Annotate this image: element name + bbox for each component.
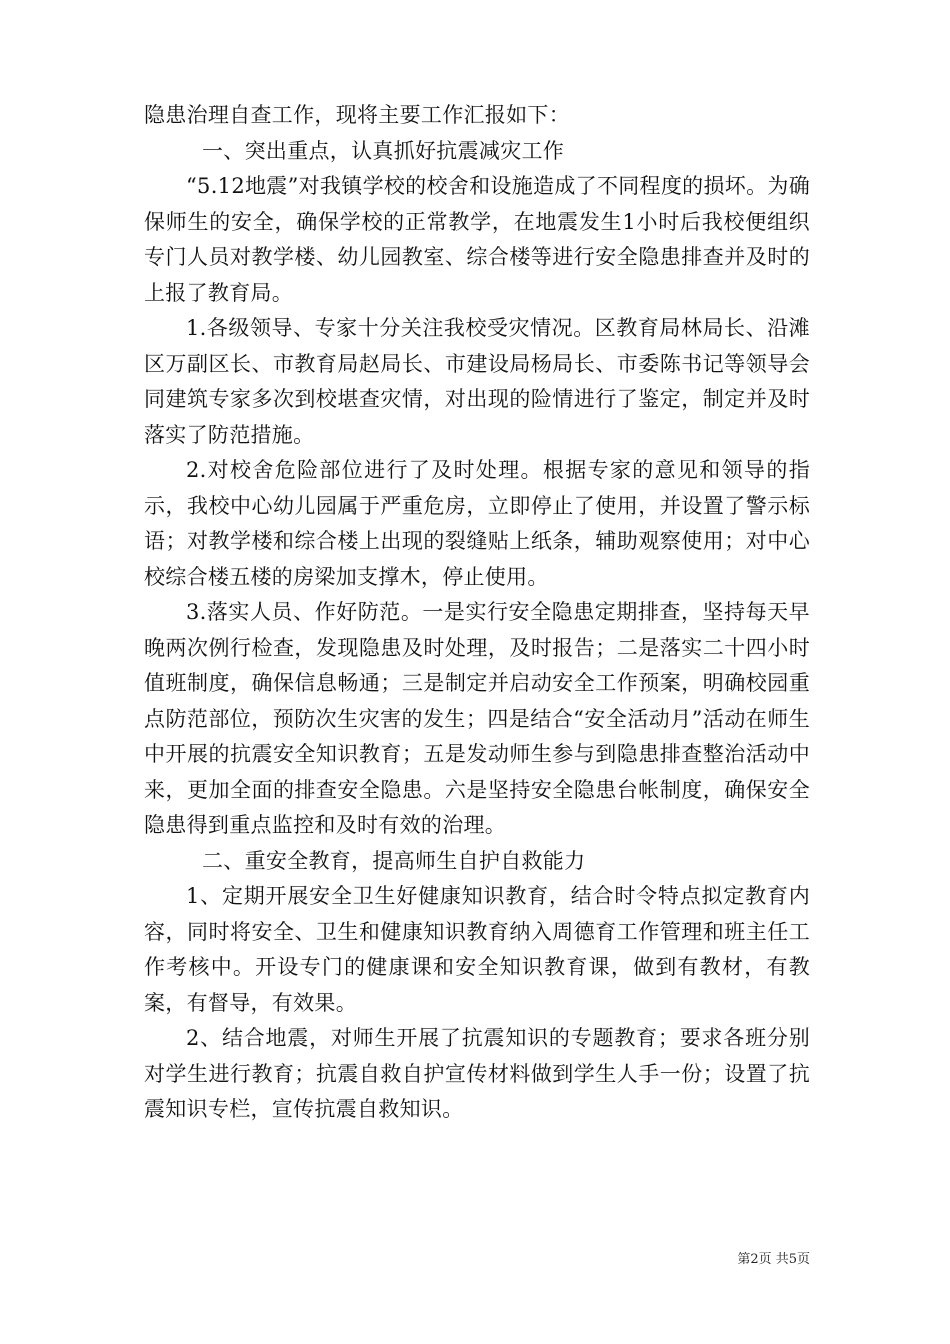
section-heading-1: 一、突出重点，认真抓好抗震减灾工作 <box>202 138 565 163</box>
page-number: 第2页 共5页 <box>737 1252 810 1267</box>
paragraph-item-3: 3.落实人员、作好防范。一是实行安全隐患定期排查，坚持每天早晚两次例行检查，发现隐患及时处理，及时报告；二是落实二十四小时值班制度，确保信息畅通；三是制定并启动安全工作预案，明确校园重点防范部位，预防次生灾害的发生；四是结合“安全活动月”活动在师生中开展的抗震安全知识教育；五是发动师生参与到隐患排查整治活动中来，更加全面的排查安全隐患。六是坚持安全隐患台帐制度，确保安全隐患得到重点监控和及时有效的治理。 <box>144 600 810 837</box>
section-heading-2: 二、重安全教育，提高师生自护自救能力 <box>202 848 586 873</box>
paragraph-item-2: 2.对校舍危险部位进行了及时处理。根据专家的意见和领导的指示，我校中心幼儿园属于严重危房，立即停止了使用，并设置了警示标语；对教学楼和综合楼上出现的裂缝贴上纸条，辅助观察使用；对中心校综合楼五楼的房梁加支撑木，停止使用。 <box>144 458 810 589</box>
paragraph-education-1: 1、定期开展安全卫生好健康知识教育，结合时令特点拟定教育内容，同时将安全、卫生和健康知识教育纳入周德育工作管理和班主任工作考核中。开设专门的健康课和安全知识教育课，做到有教材，有教案，有督导，有效果。 <box>144 884 810 1015</box>
paragraph-earthquake: “5.12地震”对我镇学校的校舍和设施造成了不同程度的损坏。为确保师生的安全，确保学校的正常教学，在地震发生1小时后我校便组织专门人员对教学楼、幼儿园教室、综合楼等进行安全隐患排查并及时的上报了教育局。 <box>144 174 810 305</box>
paragraph-education-2: 2、结合地震，对师生开展了抗震知识的专题教育；要求各班分别对学生进行教育；抗震自救自护宣传材料做到学生人手一份；设置了抗震知识专栏，宣传抗震自救知识。 <box>144 1026 810 1121</box>
paragraph-item-1: 1.各级领导、专家十分关注我校受灾情况。区教育局林局长、沿滩区万副区长、市教育局赵局长、市建设局杨局长、市委陈书记等领导会同建筑专家多次到校堪查灾情，对出现的险情进行了鉴定，制定并及时落实了防范措施。 <box>144 316 810 447</box>
paragraph-intro: 隐患治理自查工作，现将主要工作汇报如下： <box>144 103 570 127</box>
document-body <box>144 98 810 1128</box>
